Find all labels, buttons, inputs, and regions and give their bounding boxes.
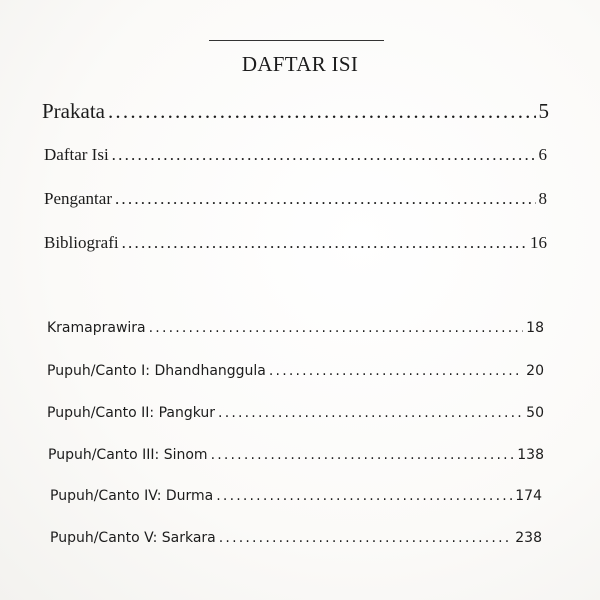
leader-dots xyxy=(112,145,536,165)
toc-entry-kramaprawira xyxy=(47,320,544,336)
toc-entry-page: 138 xyxy=(517,447,544,463)
toc-entry-canto-1 xyxy=(47,363,544,379)
leader-dots xyxy=(115,189,536,209)
toc-entry-page: 238 xyxy=(515,530,542,546)
toc-entry-page: 16 xyxy=(530,233,547,252)
toc-entry-prakata xyxy=(42,99,549,124)
toc-entry-title: Daftar Isi xyxy=(44,145,109,164)
toc-entry-canto-3 xyxy=(48,447,544,463)
toc-entry-canto-4 xyxy=(50,488,542,504)
toc-entry-page: 18 xyxy=(526,320,544,336)
toc-entry-canto-2 xyxy=(47,405,544,421)
leader-dots xyxy=(218,405,523,421)
leader-dots xyxy=(122,233,527,253)
toc-entry-title: Pupuh/Canto IV: Durma xyxy=(50,488,214,504)
leader-dots xyxy=(211,447,515,463)
leader-dots xyxy=(108,99,536,124)
toc-entry-title: Pupuh/Canto III: Sinom xyxy=(48,447,208,463)
leader-dots xyxy=(149,320,524,336)
toc-entry-page: 20 xyxy=(526,363,544,379)
leader-dots xyxy=(216,488,512,504)
toc-entry-page: 50 xyxy=(526,405,544,421)
toc-entry-page: 174 xyxy=(515,488,542,504)
toc-entry-title: Kramaprawira xyxy=(47,320,146,336)
toc-entry-pengantar xyxy=(44,189,547,209)
toc-entry-page: 8 xyxy=(538,189,547,208)
toc-entry-title: Prakata xyxy=(42,99,105,123)
toc-entry-title: Pengantar xyxy=(44,189,112,208)
leader-dots xyxy=(219,530,513,546)
toc-entry-title: Pupuh/Canto II: Pangkur xyxy=(47,405,216,421)
toc-entry-title: Pupuh/Canto V: Sarkara xyxy=(50,530,216,546)
toc-entry-page: 6 xyxy=(538,145,547,164)
toc-entry-daftar-isi xyxy=(44,145,547,165)
toc-entry-bibliografi xyxy=(44,233,547,253)
toc-entry-page: 5 xyxy=(538,99,549,123)
toc-entry-canto-5 xyxy=(50,530,542,546)
toc-entry-title: Pupuh/Canto I: Dhandhanggula xyxy=(47,363,266,379)
leader-dots xyxy=(269,363,523,379)
page-title: DAFTAR ISI xyxy=(241,52,359,76)
toc-entry-title: Bibliografi xyxy=(44,233,119,252)
